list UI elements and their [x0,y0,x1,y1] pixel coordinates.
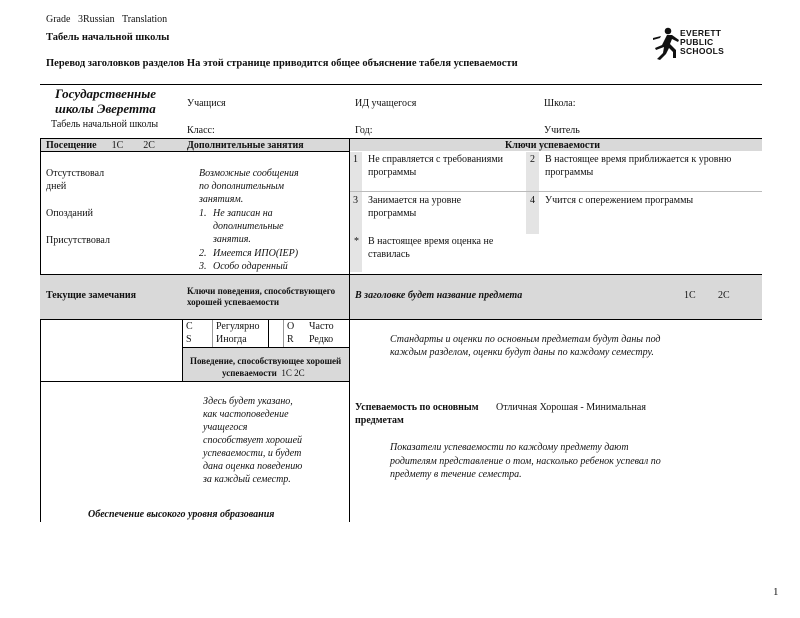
behavior-s: S [186,334,192,345]
performance-desc-3: предмету в течение семестра. [390,469,522,480]
additional-title: Дополнительные занятия [187,140,304,151]
teacher-field-label: Учитель [544,125,580,136]
absent-label: Отсутствовал [46,168,105,179]
behavior-note-1: Здесь будет указано, [203,396,293,407]
key-4-num: 4 [530,195,535,206]
page-subtitle [46,58,518,70]
key-star: * [354,236,359,247]
subject-header: В заголовке будет название предмета [355,290,523,301]
card-title: Табель начальной школы [51,119,159,130]
key-1-num: 1 [353,154,358,165]
school-field-label: Школа: [544,98,576,109]
student-field-label: Учащися [187,98,226,109]
key-1-text-a: Не справляется с требованиями [368,154,504,165]
key-3-text-a: Занимается на уровне [368,195,462,206]
additional-intro-1: Возможные сообщения [199,168,299,179]
behavior-title [222,368,305,379]
additional-item-2-num: 2. [199,248,207,259]
behavior-s2: 2С [294,368,305,378]
behavior-c-label: Регулярно [216,321,260,332]
standards-text-2: каждым разделом, оценки будут даны по каждому семестру. [390,347,654,358]
behavior-note-5: успеваемости, и будет [203,448,302,459]
absent-days-label: дней [46,181,67,192]
runner-icon [651,26,681,60]
translation-label: Translation [121,14,168,25]
behavior-grid-mid [268,320,269,348]
performance-title-b: предметам [355,415,404,426]
attendance-title-label: Посещение [46,140,97,151]
language-label: Russian [82,14,115,25]
behavior-grid-sep-1 [212,320,213,348]
page-title: Табель начальной школы [46,32,170,43]
behavior-s-label: Иногда [216,334,247,345]
behavior-r: R [287,334,294,345]
additional-item-1-num: 1. [199,208,207,219]
additional-item-2: Имеется ИПО(ІЕР) [213,248,299,259]
performance-title-a: Успеваемость по основным [355,402,479,413]
present-label: Присутствовал [46,235,110,246]
grade-label: Grade [46,14,71,25]
behavior-footer: Обеспечение высокого уровня образования [88,509,275,520]
behavior-r-label: Редко [309,334,334,345]
key-title-b: успеваемости [539,140,600,151]
behavior-title-a: Поведение, способствующее хорошей [190,356,342,366]
additional-item-1-a: Не записан на [213,208,273,219]
behavior-note-3: учащегося [203,422,248,433]
key-2-text-a: В настоящее время приближается к уровню [545,154,732,165]
key-4-text: Учится с опережением программы [545,195,694,206]
additional-item-1-c: занятия. [213,234,251,245]
performance-desc-1: Показатели успеваемости по каждому предмету дают [390,442,629,453]
logo-line-2: PUBLIC [680,37,714,47]
additional-intro-2: по дополнительным [199,181,285,192]
comments-bottom-rule [40,319,762,320]
key-3-num: 3 [353,195,358,206]
student-id-field-label: ИД учащегося [355,98,417,109]
key-3-text-b: программы [368,208,417,219]
page-number: 1 [773,586,779,598]
grade-line [46,14,167,26]
school-name-line-1: Государственные [55,86,157,101]
subtitle-bold: Перевод заголовков разделов [46,58,185,69]
class-field-label: Класс: [187,125,215,136]
comments-title: Текущие замечания [46,290,137,301]
behavior-key-title-a: Ключи поведения, способствующего [187,286,336,296]
behavior-note-6: дана оценка поведению [203,461,303,472]
additional-item-3-num: 3. [199,261,207,272]
behavior-note-7: за каждый семестр. [203,474,291,485]
attendance-s1: 1С [111,140,124,151]
key-row-divider [350,191,762,192]
tardy-label: Опозданий [46,208,93,219]
behavior-o: O [287,321,295,332]
key-star-text-b: ставилась [368,249,410,260]
behavior-key-title-b: хорошей успеваемости [187,297,280,307]
attendance-title [46,140,155,152]
additional-item-1-b: дополнительные [213,221,284,232]
top-rule [40,84,762,85]
attendance-s2: 2С [143,140,155,151]
additional-item-3: Особо одаренный [213,261,288,272]
behavior-bottom-rule [40,381,350,382]
year-field-label: Год: [355,125,373,136]
subject-s2: 2С [718,290,730,301]
performance-desc-2: родителям представление о том, насколько ребенок успевал по [390,456,661,467]
key-2-text-b: программы [545,167,594,178]
additional-intro-3: занятиям. [199,194,244,205]
subject-s1: 1С [684,290,696,301]
left-border [40,139,41,522]
behavior-note-4: способствует хорошей [203,435,303,446]
behavior-title-b: успеваемости [222,368,277,378]
everett-logo [651,26,731,62]
behavior-s1: 1С [281,368,292,378]
performance-scale: Отличная Хорошая - Минимальная [496,402,646,413]
grade-number: 3 [77,14,83,25]
behavior-o-label: Часто [309,321,334,332]
comments-divider [349,275,350,319]
logo-line-1: EVERETT [680,28,722,38]
key-star-text-a: В настоящее время оценка не [368,236,494,247]
key-1-text-b: программы [368,167,417,178]
subtitle-rest: На этой странице приводится общее объяснение табеля успеваемости [186,58,518,69]
standards-text-1: Стандарты и оценки по основным предметам будут даны под [390,334,661,345]
key-title-a: Ключи [505,140,537,151]
logo-line-3: SCHOOLS [680,46,725,56]
key-2-num: 2 [530,154,535,165]
behavior-c: C [186,321,193,332]
key-title [505,140,600,152]
key-num-col-shade [350,152,362,272]
behavior-grid-sep-2 [283,320,284,348]
behavior-note-2: как частоповедение [203,409,289,420]
school-name-line-2: школы Эверетта [55,101,156,116]
